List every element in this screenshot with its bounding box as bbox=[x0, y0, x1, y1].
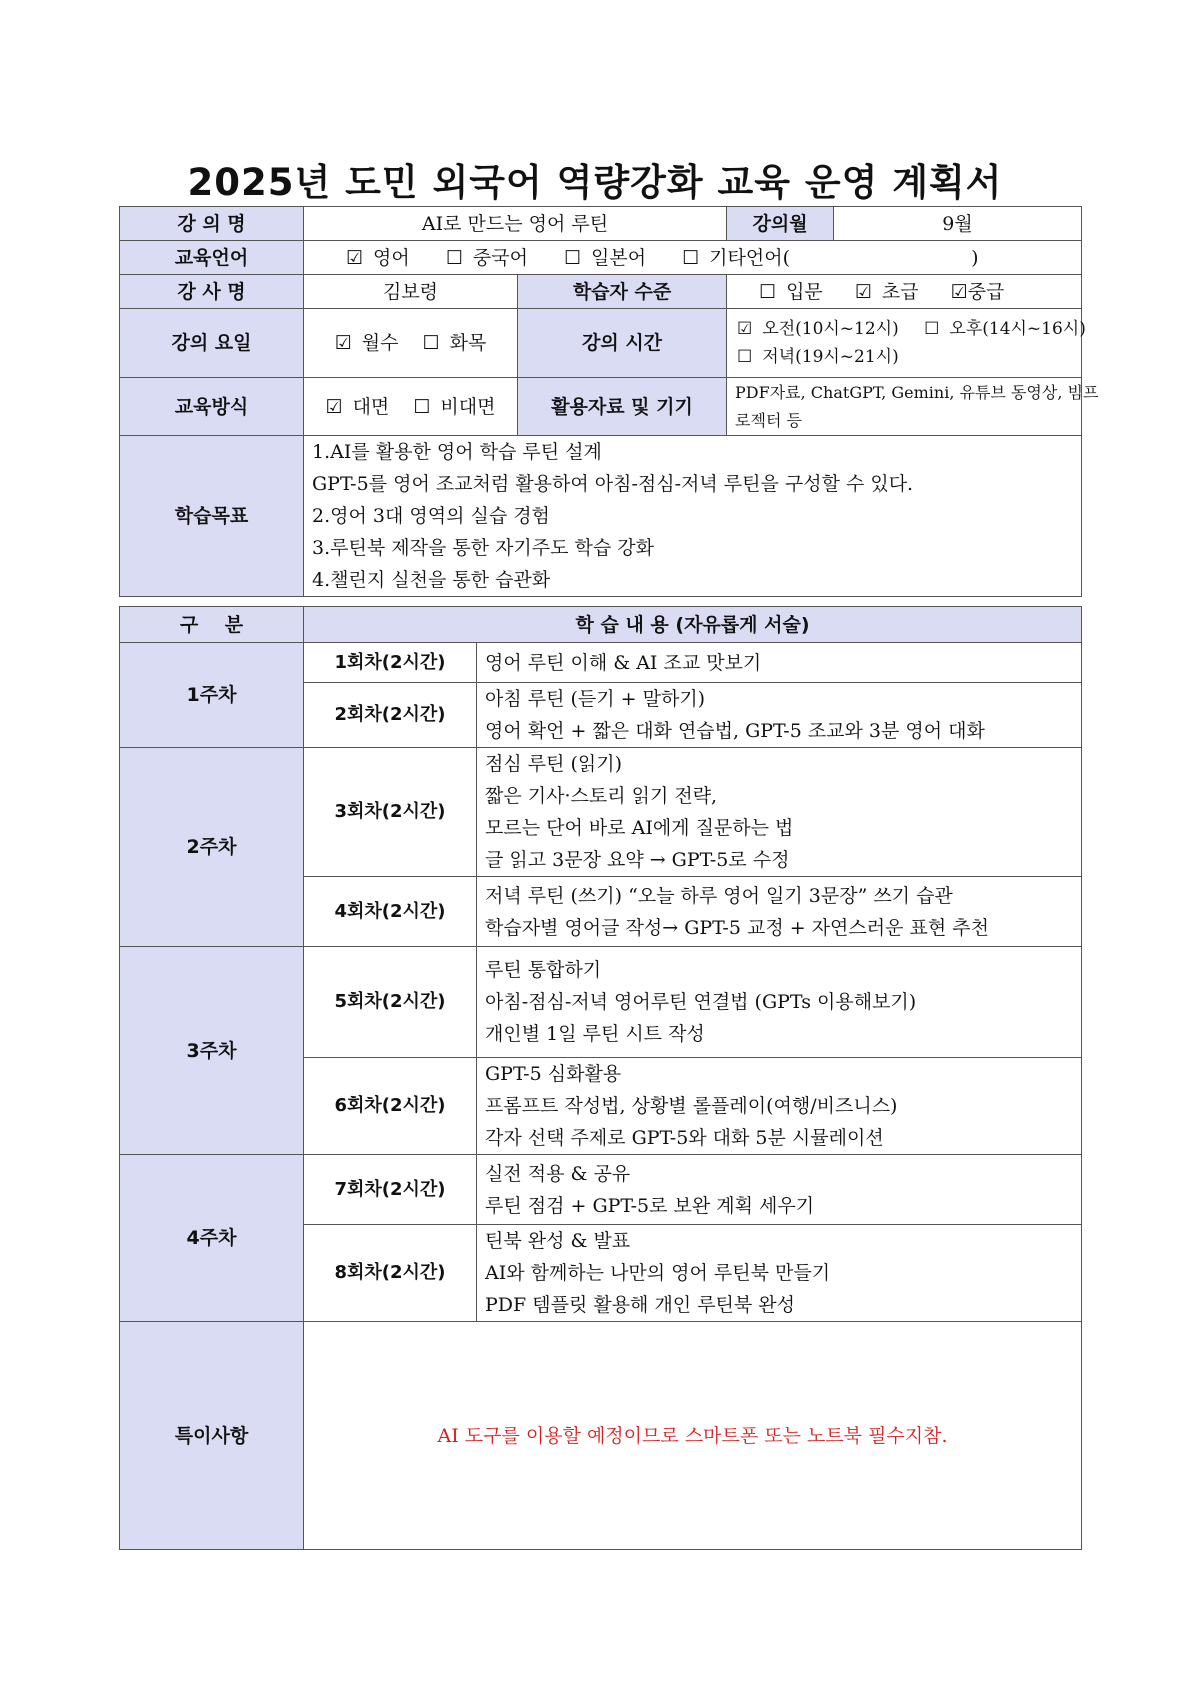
day-option-tue-thu[interactable]: ☐ 화목 bbox=[422, 332, 487, 354]
goal-item: 1.AI를 활용한 영어 학습 루틴 설계 bbox=[312, 441, 602, 463]
session-1-label: 1회차(2시간) bbox=[304, 643, 477, 683]
notes-label: 특이사항 bbox=[120, 1322, 304, 1550]
language-label: 교육언어 bbox=[120, 241, 304, 275]
time-option-evening[interactable]: ☐ 저녁(19시~21시) bbox=[737, 347, 899, 367]
session-8-content: 틴북 완성 & 발표 AI와 함께하는 나만의 영어 루틴북 만들기 PDF 템플릿 활용해 개인 루틴북 완성 bbox=[477, 1225, 1082, 1322]
day-options bbox=[304, 309, 518, 378]
goal-item: 3.루틴북 제작을 통한 자기주도 학습 강화 bbox=[312, 537, 654, 559]
day-label: 강의 요일 bbox=[120, 309, 304, 378]
session-4-content: 저녁 루틴 (쓰기) “오늘 하루 영어 일기 3문장” 쓰기 습관 학습자별 영어글 작성→ GPT-5 교정 + 자연스러운 표현 추천 bbox=[477, 877, 1082, 947]
materials-label: 활용자료 및 기기 bbox=[518, 378, 727, 436]
goal-item: 2.영어 3대 영역의 실습 경험 bbox=[312, 505, 550, 527]
language-option-japanese[interactable]: ☐ 일본어 bbox=[563, 246, 647, 269]
time-options bbox=[727, 309, 1086, 378]
language-option-english[interactable]: ☑ 영어 bbox=[346, 246, 410, 269]
time-label: 강의 시간 bbox=[518, 309, 727, 378]
method-option-online[interactable]: ☐ 비대면 bbox=[413, 395, 496, 418]
method-option-in-person[interactable]: ☑ 대면 bbox=[325, 395, 390, 418]
month-label: 강의월 bbox=[727, 207, 834, 241]
week-4-label: 4주차 bbox=[120, 1155, 304, 1322]
session-7-content: 실전 적용 & 공유 루틴 점검 + GPT-5로 보완 계획 세우기 bbox=[477, 1155, 1082, 1225]
page-title: 2025년 도민 외국어 역량강화 교육 운영 계획서 bbox=[187, 161, 1003, 204]
week-1-label: 1주차 bbox=[120, 643, 304, 748]
session-6-label: 6회차(2시간) bbox=[304, 1058, 477, 1155]
session-3-label: 3회차(2시간) bbox=[304, 748, 477, 877]
method-options bbox=[304, 378, 518, 436]
week-2-label: 2주차 bbox=[120, 748, 304, 947]
materials-value: PDF자료, ChatGPT, Gemini, 유튜브 동영상, 빔프 로젝터 등 bbox=[727, 378, 1082, 436]
session-5-label: 5회차(2시간) bbox=[304, 947, 477, 1058]
language-options bbox=[304, 241, 1082, 275]
goal-item: 4.챌린지 실천을 통한 습관화 bbox=[312, 569, 551, 591]
level-option-beginner[interactable]: ☑ 초급 bbox=[854, 280, 919, 303]
goal-item: GPT-5를 영어 조교처럼 활용하여 아침-점심-저녁 루틴을 구성할 수 있다. bbox=[312, 473, 914, 495]
goals-list bbox=[304, 436, 1082, 597]
level-option-intermediate[interactable]: ☑중급 bbox=[950, 280, 1005, 303]
month-value: 9월 bbox=[834, 207, 1082, 241]
level-option-intro[interactable]: ☐ 입문 bbox=[759, 280, 823, 303]
schedule-table bbox=[119, 606, 1082, 1550]
level-options bbox=[727, 275, 1082, 309]
language-option-chinese[interactable]: ☐ 중국어 bbox=[445, 246, 528, 269]
language-option-other[interactable]: ☐ 기타언어( ) bbox=[682, 246, 979, 269]
goals-label: 학습목표 bbox=[120, 436, 304, 597]
session-3-content: 점심 루틴 (읽기) 짧은 기사·스토리 읽기 전략, 모르는 단어 바로 AI에게 질문하는 법 글 읽고 3문장 요약 → GPT-5로 수정 bbox=[477, 748, 1082, 877]
notes-value: AI 도구를 이용할 예정이므로 스마트폰 또는 노트북 필수지참. bbox=[304, 1322, 1082, 1550]
session-1-content: 영어 루틴 이해 & AI 조교 맛보기 bbox=[477, 643, 1082, 683]
time-option-afternoon[interactable]: ☐ 오후(14시~16시) bbox=[924, 319, 1086, 339]
course-name-label: 강 의 명 bbox=[120, 207, 304, 241]
schedule-header-content: 학 습 내 용 (자유롭게 서술) bbox=[304, 607, 1082, 643]
session-4-label: 4회차(2시간) bbox=[304, 877, 477, 947]
course-info-table bbox=[119, 206, 1099, 597]
course-name: AI로 만드는 영어 루틴 bbox=[304, 207, 727, 241]
instructor-label: 강 사 명 bbox=[120, 275, 304, 309]
session-2-label: 2회차(2시간) bbox=[304, 683, 477, 748]
session-7-label: 7회차(2시간) bbox=[304, 1155, 477, 1225]
week-3-label: 3주차 bbox=[120, 947, 304, 1155]
session-2-content: 아침 루틴 (듣기 + 말하기) 영어 확언 + 짧은 대화 연습법, GPT-5 조교와 3분 영어 대화 bbox=[477, 683, 1082, 748]
day-option-mon-wed[interactable]: ☑ 월수 bbox=[334, 332, 399, 354]
session-5-content: 루틴 통합하기 아침-점심-저녁 영어루틴 연결법 (GPTs 이용해보기) 개인별 1일 루틴 시트 작성 bbox=[477, 947, 1082, 1058]
session-6-content: GPT-5 심화활용 프롬프트 작성법, 상황별 롤플레이(여행/비즈니스) 각자 선택 주제로 GPT-5와 대화 5분 시뮬레이션 bbox=[477, 1058, 1082, 1155]
schedule-header-division: 구 분 bbox=[120, 607, 304, 643]
level-label: 학습자 수준 bbox=[518, 275, 727, 309]
method-label: 교육방식 bbox=[120, 378, 304, 436]
session-8-label: 8회차(2시간) bbox=[304, 1225, 477, 1322]
time-option-morning[interactable]: ☑ 오전(10시~12시) bbox=[737, 319, 899, 339]
instructor-name: 김보령 bbox=[304, 275, 518, 309]
